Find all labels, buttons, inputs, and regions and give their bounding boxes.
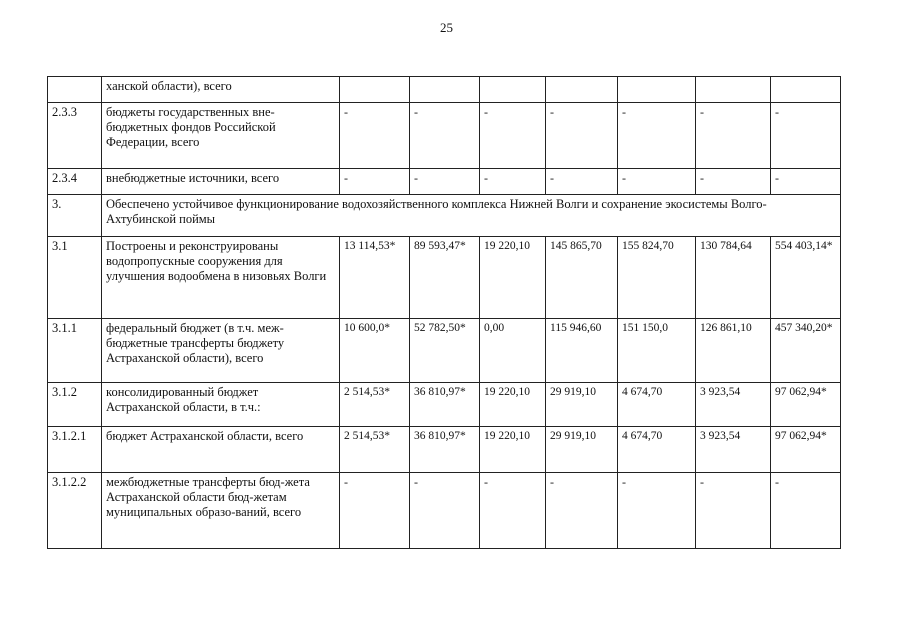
row-code: 2.3.4 bbox=[48, 169, 102, 195]
value-cell: 13 114,53* bbox=[340, 237, 410, 319]
row-description: консолидированный бюджет Астраханской области, в т.ч.: bbox=[102, 383, 340, 427]
value-cell: - bbox=[480, 103, 546, 169]
value-cell: - bbox=[546, 473, 618, 549]
value-cell: - bbox=[546, 103, 618, 169]
value-cell: 29 919,10 bbox=[546, 427, 618, 473]
value-cell: 126 861,10 bbox=[696, 319, 771, 383]
row-description: Построены и реконструированы водопропускные сооружения для улучшения водообмена в низовьях Волги bbox=[102, 237, 340, 319]
table-row bbox=[48, 473, 841, 549]
value-cell: - bbox=[340, 103, 410, 169]
row-description: внебюджетные источники, всего bbox=[102, 169, 340, 195]
page-number: 25 bbox=[440, 20, 453, 35]
value-cell: - bbox=[618, 473, 696, 549]
table-row bbox=[48, 319, 841, 383]
value-cell: - bbox=[410, 473, 480, 549]
value-cell: - bbox=[618, 103, 696, 169]
table-row bbox=[48, 383, 841, 427]
value-cell: 10 600,0* bbox=[340, 319, 410, 383]
row-description: бюджеты государственных вне-бюджетных фондов Российской Федерации, всего bbox=[102, 103, 340, 169]
row-description: ханской области), всего bbox=[102, 77, 340, 103]
value-cell bbox=[480, 77, 546, 103]
section-heading-text: Обеспечено устойчивое функционирование водохозяйственного комплекса Нижней Волги и сохранение экосистемы Волго-Ахтубинской поймы bbox=[106, 197, 767, 226]
value-cell: 4 674,70 bbox=[618, 427, 696, 473]
value-cell: - bbox=[696, 103, 771, 169]
value-cell: - bbox=[480, 169, 546, 195]
row-code: 3. bbox=[48, 195, 102, 237]
value-cell bbox=[771, 77, 841, 103]
value-cell: 2 514,53* bbox=[340, 383, 410, 427]
value-cell: - bbox=[340, 169, 410, 195]
table-row bbox=[48, 237, 841, 319]
value-cell: 145 865,70 bbox=[546, 237, 618, 319]
row-code: 3.1.2 bbox=[48, 383, 102, 427]
value-cell: 3 923,54 bbox=[696, 383, 771, 427]
budget-table bbox=[47, 76, 841, 549]
value-cell: 554 403,14* bbox=[771, 237, 841, 319]
value-cell: 151 150,0 bbox=[618, 319, 696, 383]
row-code: 3.1 bbox=[48, 237, 102, 319]
value-cell: - bbox=[340, 473, 410, 549]
table-row bbox=[48, 77, 841, 103]
value-cell bbox=[410, 77, 480, 103]
value-cell: 3 923,54 bbox=[696, 427, 771, 473]
table-row bbox=[48, 103, 841, 169]
value-cell bbox=[546, 77, 618, 103]
table-row bbox=[48, 195, 841, 237]
value-cell bbox=[340, 77, 410, 103]
value-cell: 97 062,94* bbox=[771, 427, 841, 473]
value-cell: 89 593,47* bbox=[410, 237, 480, 319]
value-cell: 97 062,94* bbox=[771, 383, 841, 427]
value-cell: - bbox=[410, 169, 480, 195]
value-cell: 4 674,70 bbox=[618, 383, 696, 427]
value-cell: 155 824,70 bbox=[618, 237, 696, 319]
value-cell: - bbox=[696, 473, 771, 549]
value-cell: 19 220,10 bbox=[480, 237, 546, 319]
value-cell: - bbox=[771, 169, 841, 195]
value-cell: 2 514,53* bbox=[340, 427, 410, 473]
section-heading bbox=[102, 195, 841, 237]
value-cell: 36 810,97* bbox=[410, 383, 480, 427]
row-code: 3.1.1 bbox=[48, 319, 102, 383]
value-cell bbox=[618, 77, 696, 103]
row-code: 2.3.3 bbox=[48, 103, 102, 169]
value-cell: - bbox=[618, 169, 696, 195]
value-cell: 457 340,20* bbox=[771, 319, 841, 383]
value-cell bbox=[696, 77, 771, 103]
value-cell: 115 946,60 bbox=[546, 319, 618, 383]
table-row bbox=[48, 169, 841, 195]
value-cell: - bbox=[771, 473, 841, 549]
value-cell: 19 220,10 bbox=[480, 383, 546, 427]
row-code bbox=[48, 77, 102, 103]
value-cell: - bbox=[546, 169, 618, 195]
row-description: межбюджетные трансферты бюд-жета Астраханской области бюд-жетам муниципальных образо-ваний, всего bbox=[102, 473, 340, 549]
value-cell: 52 782,50* bbox=[410, 319, 480, 383]
value-cell: - bbox=[480, 473, 546, 549]
row-description: федеральный бюджет (в т.ч. меж-бюджетные трансферты бюджету Астраханской области), всего bbox=[102, 319, 340, 383]
table-row bbox=[48, 427, 841, 473]
value-cell: - bbox=[696, 169, 771, 195]
value-cell: 130 784,64 bbox=[696, 237, 771, 319]
value-cell: 19 220,10 bbox=[480, 427, 546, 473]
value-cell: - bbox=[410, 103, 480, 169]
value-cell: 36 810,97* bbox=[410, 427, 480, 473]
value-cell: - bbox=[771, 103, 841, 169]
value-cell: 0,00 bbox=[480, 319, 546, 383]
row-code: 3.1.2.1 bbox=[48, 427, 102, 473]
row-code: 3.1.2.2 bbox=[48, 473, 102, 549]
row-description: бюджет Астраханской области, всего bbox=[102, 427, 340, 473]
value-cell: 29 919,10 bbox=[546, 383, 618, 427]
